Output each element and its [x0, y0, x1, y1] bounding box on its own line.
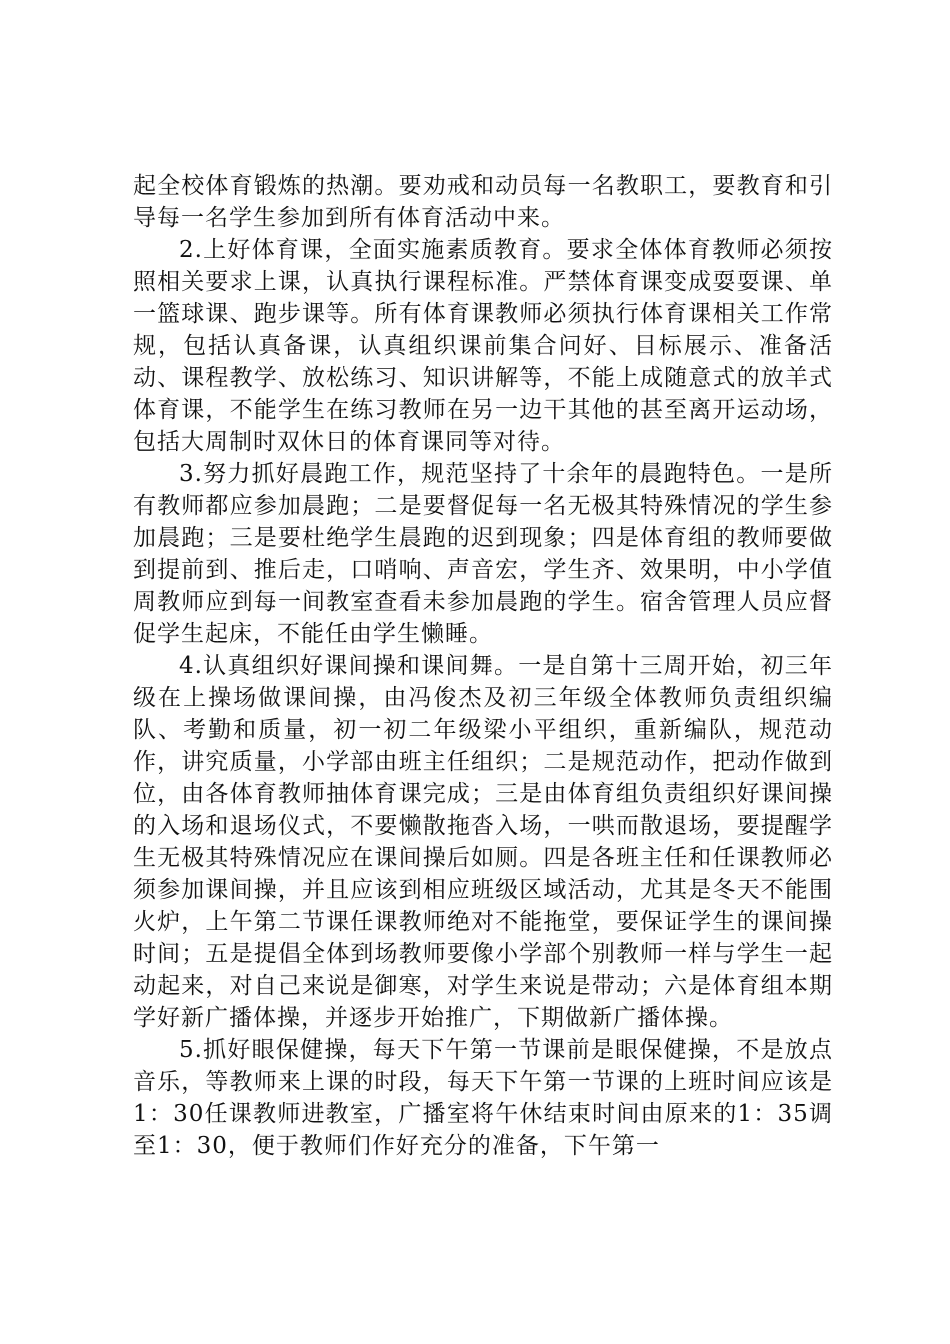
- document-body: [133, 170, 833, 1162]
- paragraph-item-5: 5.抓好眼保健操，每天下午第一节课前是眼保健操，不是放点音乐，等教师来上课的时段，每天下午第一节课的上班时间应该是1：30任课教师进教室，广播室将午休结束时间由原来的1：35调至1：30，便于教师们作好充分的准备，下午第一: [133, 1037, 833, 1159]
- paragraph-item-2: 2.上好体育课，全面实施素质教育。要求全体体育教师必须按照相关要求上课，认真执行课程标准。严禁体育课变成耍耍课、单一篮球课、跑步课等。所有体育课教师必须执行体育课相关工作常规，包括认真备课，认真组织课前集合问好、目标展示、准备活动、课程教学、放松练习、知识讲解等，不能上成随意式的放羊式体育课，不能学生在练习教师在另一边干其他的甚至离开运动场，包括大周制时双休日的体育课同等对待。: [133, 237, 833, 455]
- paragraph-continuation: 起全校体育锻炼的热潮。要劝戒和动员每一名教职工，要教育和引导每一名学生参加到所有体育活动中来。: [133, 173, 833, 231]
- paragraph-item-4: 4.认真组织好课间操和课间舞。一是自第十三周开始，初三年级在上操场做课间操，由冯俊杰及初三年级全体教师负责组织编队、考勤和质量，初一初二年级梁小平组织，重新编队，规范动作，讲究质量，小学部由班主任组织；二是规范动作，把动作做到位，由各体育教师抽体育课完成；三是由体育组负责组织好课间操的入场和退场仪式，不要懒散拖沓入场，一哄而散退场，要提醒学生无极其特殊情况应在课间操后如厕。四是各班主任和任课教师必须参加课间操，并且应该到相应班级区域活动，尤其是冬天不能围火炉，上午第二节课任课教师绝对不能拖堂，要保证学生的课间操时间；五是提倡全体到场教师要像小学部个别教师一样与学生一起动起来，对自己来说是御寒，对学生来说是带动；六是体育组本期学好新广播体操，并逐步开始推广，下期做新广播体操。: [133, 653, 833, 1031]
- paragraph-item-3: 3.努力抓好晨跑工作，规范坚持了十余年的晨跑特色。一是所有教师都应参加晨跑；二是要督促每一名无极其特殊情况的学生参加晨跑；三是要杜绝学生晨跑的迟到现象；四是体育组的教师要做到提前到、推后走，口哨响、声音宏，学生齐、效果明，中小学值周教师应到每一间教室查看未参加晨跑的学生。宿舍管理人员应督促学生起床，不能任由学生懒睡。: [133, 461, 833, 647]
